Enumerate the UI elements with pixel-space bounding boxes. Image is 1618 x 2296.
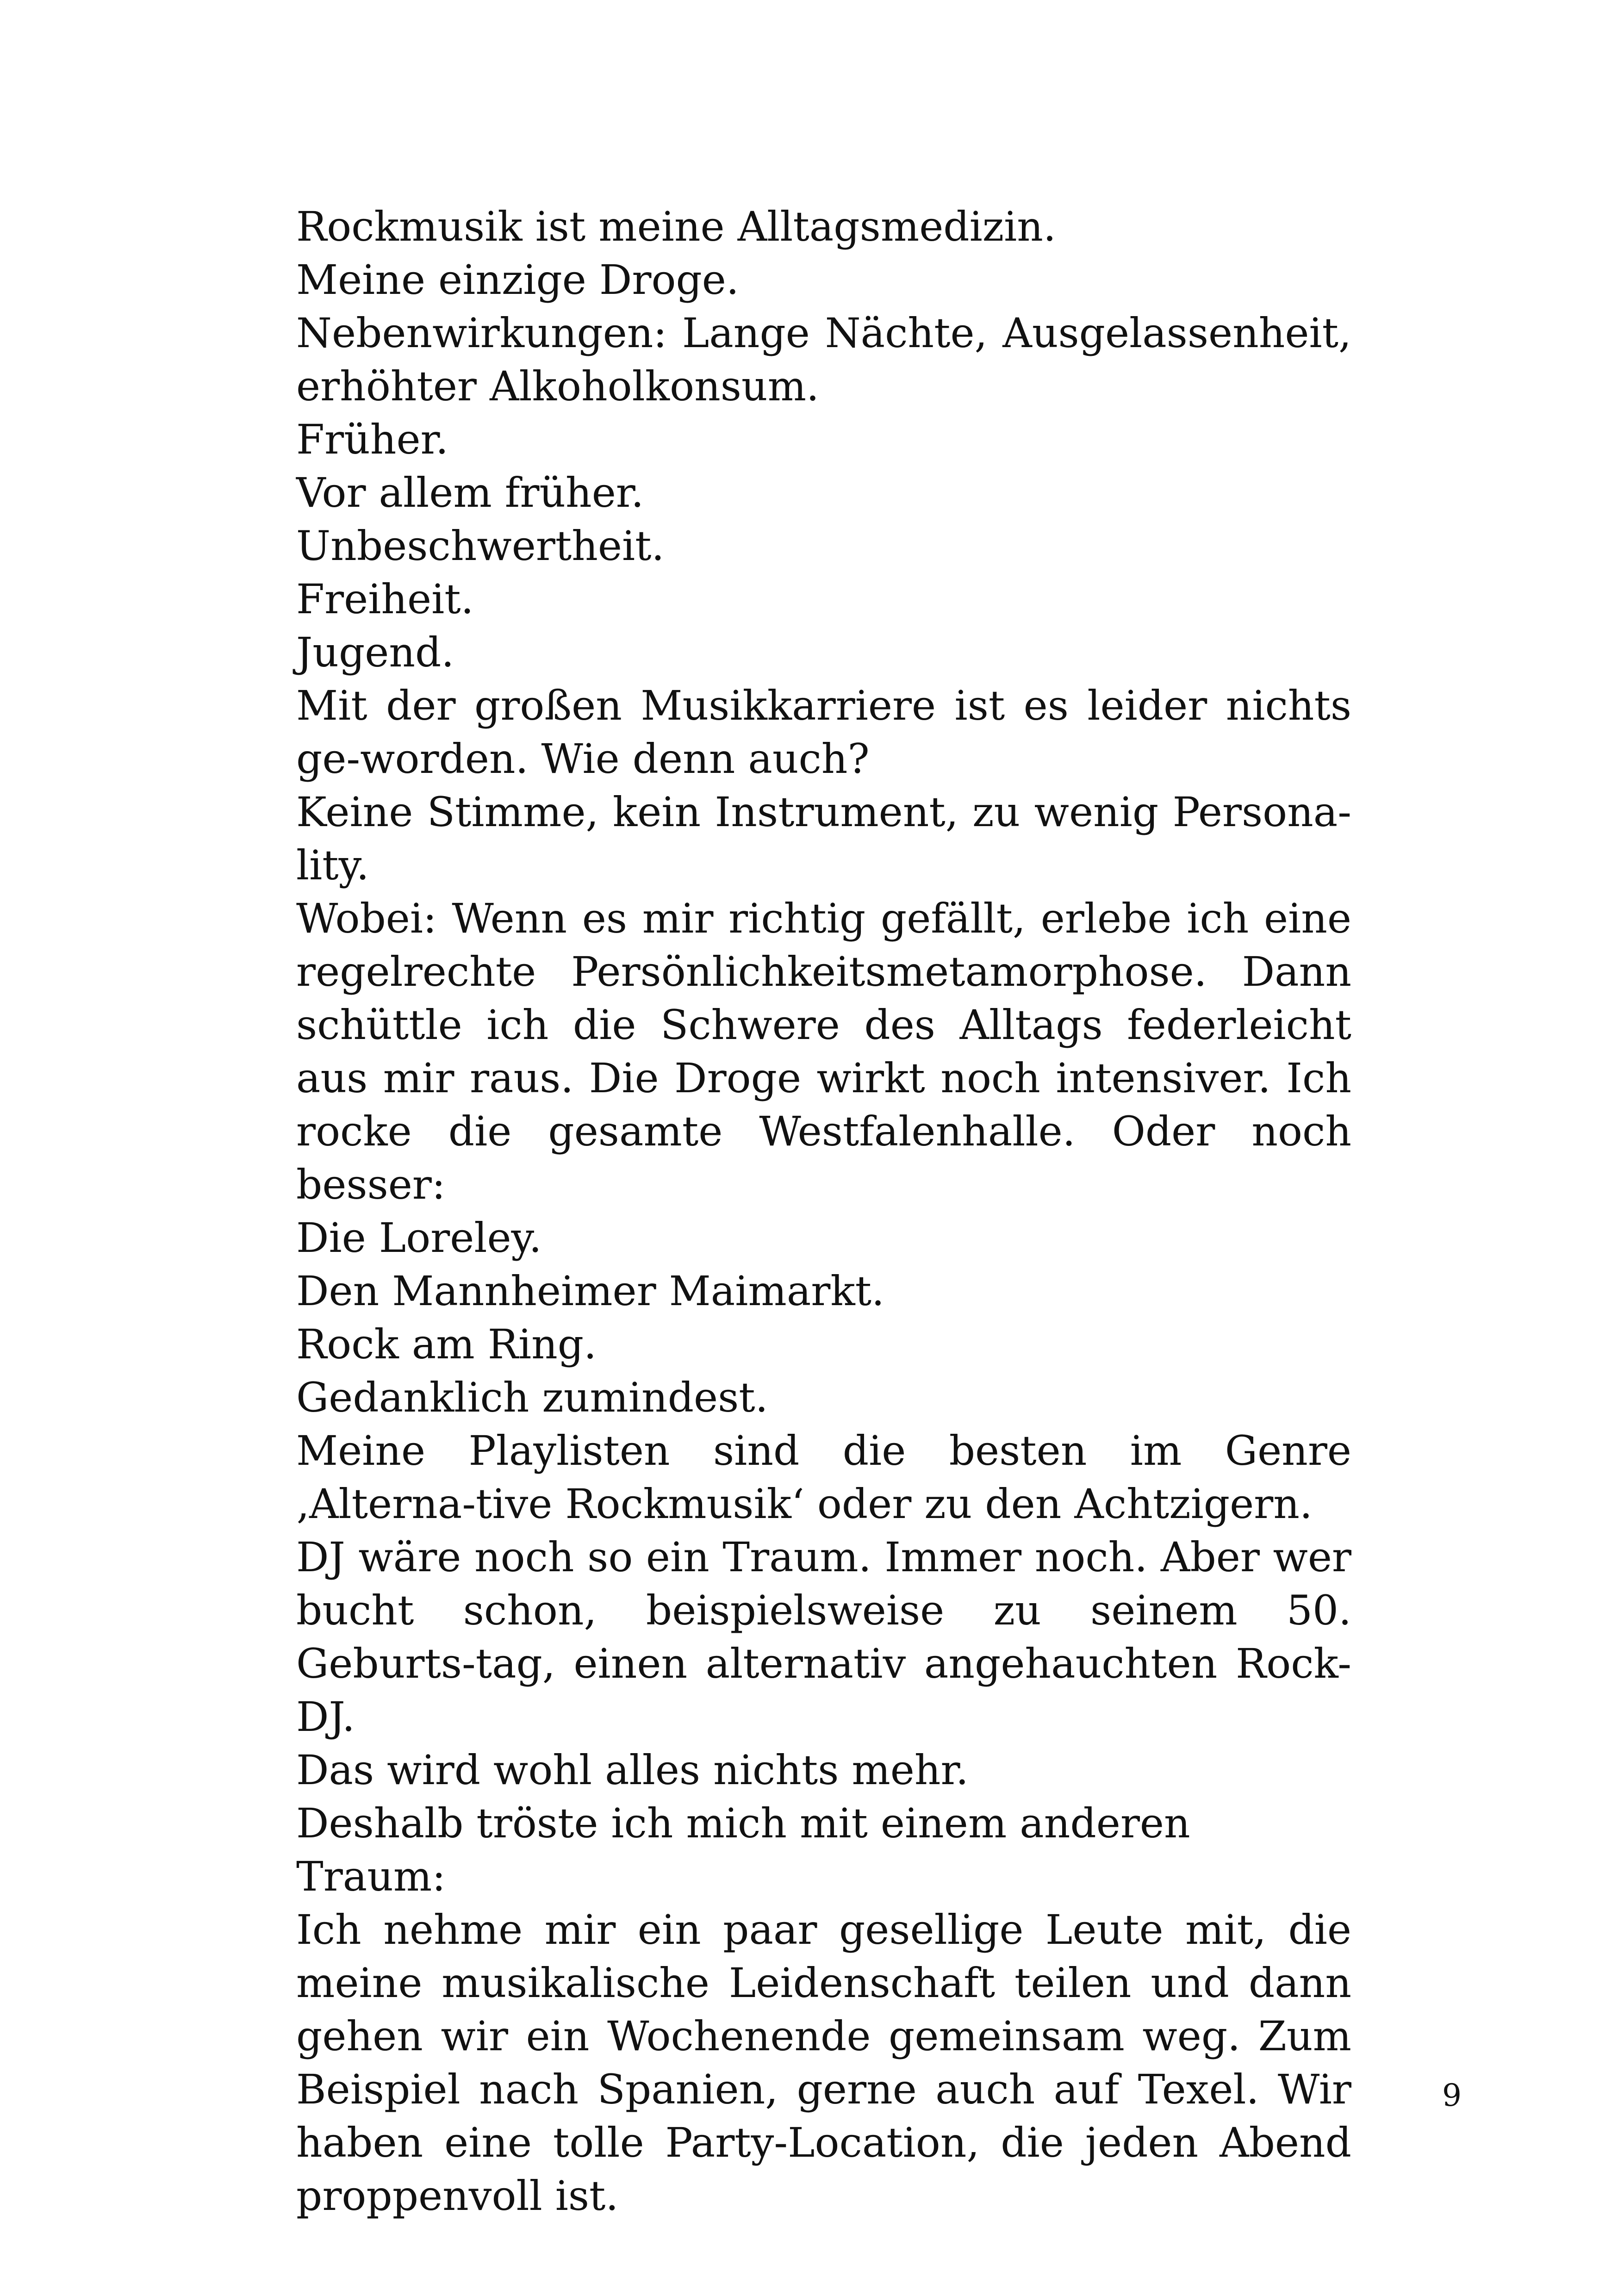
paragraph: Rockmusik ist meine Alltagsmedizin. [296,203,1056,250]
paragraph: Vor allem früher. [296,469,644,516]
paragraph: Unbeschwertheit. [296,522,665,570]
paragraph: Jugend. [296,628,454,676]
paragraph: DJ wäre noch so ein Traum. Immer noch. Aber wer bucht schon, beispielsweise zu seinem 50. Geburts-tag, einen alternativ angehauchten Rock-DJ. [296,1533,1351,1741]
paragraph: Keine Stimme, kein Instrument, zu wenig Persona-lity. [296,788,1351,889]
page-number: 9 [1442,2078,1462,2113]
paragraph: Wobei: Wenn es mir richtig gefällt, erlebe ich eine regelrechte Persönlichkeitsmetamorphose. Dann schüttle ich die Schwere des Alltags federleicht aus mir raus. Die Droge wirkt noch intensiver. Ich rocke die gesamte Westfalenhalle. Oder noch besser: [296,895,1351,1208]
paragraph: Meine Playlisten sind die besten im Genre ‚Alterna-tive Rockmusik‘ oder zu den Achtzigern. [296,1427,1351,1528]
paragraph: Rock am Ring. [296,1320,597,1368]
paragraph: Die Loreley. [296,1214,542,1262]
paragraph: Freiheit. [296,575,474,623]
body-text [296,200,1351,2222]
paragraph: Ich nehme mir ein paar gesellige Leute mit, die meine musikalische Leidenschaft teilen und dann gehen wir ein Wochenende gemeinsam weg. Zum Beispiel nach Spanien, gerne auch auf Texel. Wir haben eine tolle Party-Location, die jeden Abend proppenvoll ist. [296,1906,1351,2220]
paragraph: Das wird wohl alles nichts mehr. [296,1746,969,1794]
paragraph: Früher. [296,416,448,463]
paragraph: Nebenwirkungen: Lange Nächte, Ausgelassenheit, erhöhter Alkoholkonsum. [296,309,1351,410]
paragraph: Den Mannheimer Maimarkt. [296,1267,885,1315]
paragraph: Mit der großen Musikkarriere ist es leider nichts ge-worden. Wie denn auch? [296,682,1351,783]
paragraph: Deshalb tröste ich mich mit einem anderen Traum: [296,1799,1190,1900]
paragraph: Gedanklich zumindest. [296,1374,768,1421]
paragraph: Meine einzige Droge. [296,256,739,304]
